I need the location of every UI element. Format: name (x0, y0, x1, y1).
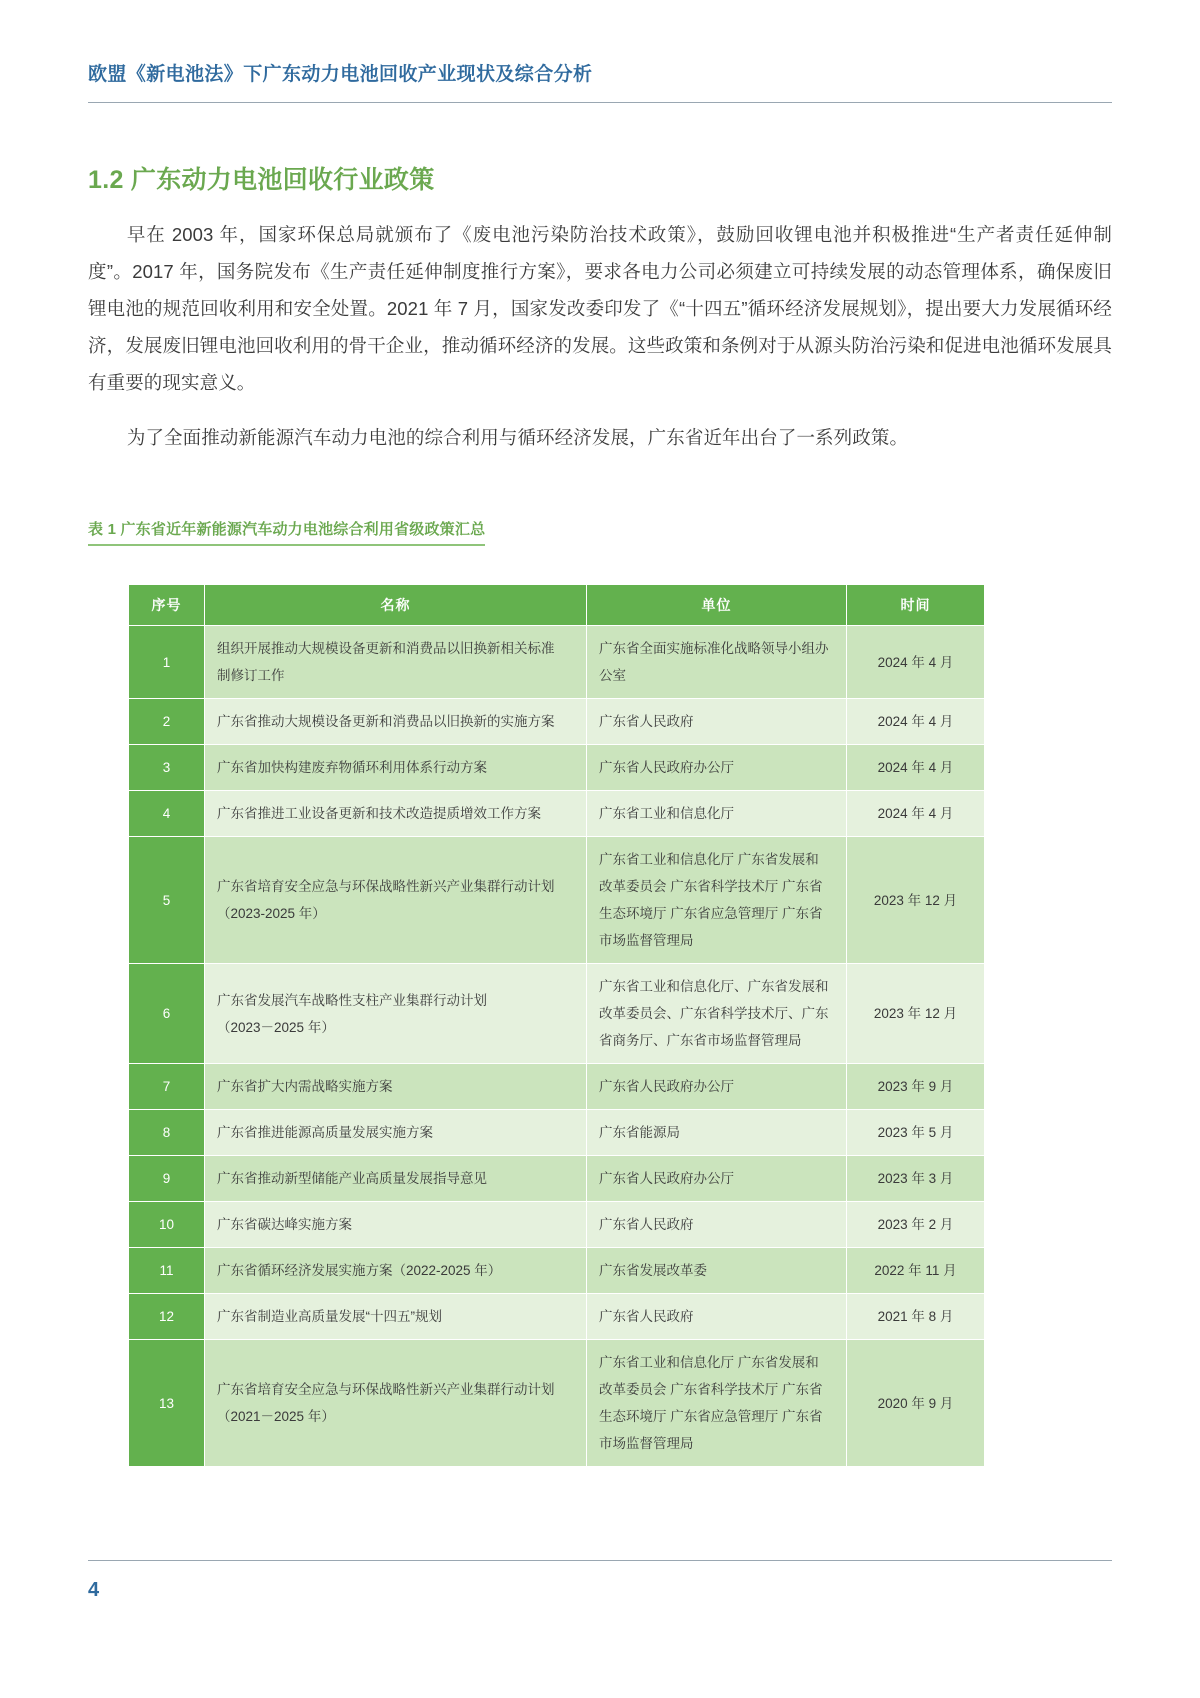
cell-text-line: 改革委员会 广东省科学技术厅 广东省 (599, 1382, 823, 1398)
table-row (129, 1294, 985, 1340)
cell-issuing-unit (587, 745, 847, 791)
cell-text-line: 广东省培育安全应急与环保战略性新兴产业集群行动计划 (217, 879, 555, 895)
cell-policy-name (205, 837, 587, 964)
cell-index: 8 (129, 1110, 205, 1156)
cell-policy-name (205, 1294, 587, 1340)
table-row (129, 699, 985, 745)
cell-date: 2020 年 9 月 (847, 1340, 985, 1467)
cell-text-line: （2023-2025 年） (217, 906, 326, 922)
cell-policy-name (205, 1340, 587, 1467)
cell-index: 7 (129, 1064, 205, 1110)
column-header-name: 名称 (205, 585, 587, 626)
cell-date: 2023 年 12 月 (847, 837, 985, 964)
cell-index: 10 (129, 1202, 205, 1248)
page-number: 4 (88, 1579, 100, 1601)
cell-text-line: 广东省人民政府办公厅 (599, 760, 734, 776)
cell-issuing-unit (587, 1294, 847, 1340)
cell-policy-name (205, 1110, 587, 1156)
cell-date: 2023 年 3 月 (847, 1156, 985, 1202)
table-row (129, 626, 985, 699)
cell-date: 2024 年 4 月 (847, 791, 985, 837)
cell-text-line: 广东省人民政府 (599, 1309, 694, 1325)
cell-index: 12 (129, 1294, 205, 1340)
cell-text-line: 省商务厅、广东省市场监督管理局 (599, 1033, 802, 1049)
policy-table (128, 584, 985, 1467)
cell-text-line: 广东省培育安全应急与环保战略性新兴产业集群行动计划 (217, 1382, 555, 1398)
cell-text-line: 广东省循环经济发展实施方案（2022-2025 年） (217, 1263, 502, 1279)
cell-issuing-unit (587, 1248, 847, 1294)
cell-date: 2022 年 11 月 (847, 1248, 985, 1294)
table-row (129, 1340, 985, 1467)
cell-text-line: 公室 (599, 668, 626, 684)
cell-date: 2024 年 4 月 (847, 626, 985, 699)
cell-text-line: 广东省扩大内需战略实施方案 (217, 1079, 393, 1095)
cell-issuing-unit (587, 699, 847, 745)
table-row (129, 791, 985, 837)
cell-text-line: 广东省加快构建废弃物循环利用体系行动方案 (217, 760, 487, 776)
cell-text-line: 广东省制造业高质量发展“十四五”规划 (217, 1309, 442, 1325)
cell-policy-name (205, 1202, 587, 1248)
cell-text-line: 广东省推动新型储能产业高质量发展指导意见 (217, 1171, 487, 1187)
cell-index: 13 (129, 1340, 205, 1467)
cell-policy-name (205, 745, 587, 791)
cell-text-line: 广东省能源局 (599, 1125, 680, 1141)
table-row (129, 1202, 985, 1248)
cell-index: 5 (129, 837, 205, 964)
table-row (129, 1248, 985, 1294)
policy-table-container (88, 584, 1112, 1467)
footer-divider (88, 1560, 1112, 1561)
cell-text-line: 市场监督管理局 (599, 1436, 694, 1452)
table-row (129, 1110, 985, 1156)
table-row (129, 745, 985, 791)
cell-text-line: 生态环境厅 广东省应急管理厅 广东省 (599, 1409, 823, 1425)
column-header-time: 时间 (847, 585, 985, 626)
table-caption: 表 1 广东省近年新能源汽车动力电池综合利用省级政策汇总 (88, 518, 485, 546)
header-divider (88, 102, 1112, 103)
cell-text-line: 广东省工业和信息化厅 (599, 806, 734, 822)
cell-date: 2021 年 8 月 (847, 1294, 985, 1340)
cell-text-line: 广东省人民政府 (599, 714, 694, 730)
table-row (129, 964, 985, 1064)
cell-index: 4 (129, 791, 205, 837)
cell-text-line: 广东省人民政府 (599, 1217, 694, 1233)
body-paragraph-1: 早在 2003 年，国家环保总局就颁布了《废电池污染防治技术政策》，鼓励回收锂电池并积极推进“生产者责任延伸制度”。2017 年，国务院发布《生产责任延伸制度推行方案》，要求各电力公司必须建立可持续发展的动态管理体系，确保废旧锂电池的规范回收利用和安全处置。2021 年 7 月，国家发改委印发了《“十四五”循环经济发展规划》，提出要大力发展循环经济，发展废旧锂电池回收利用的骨干企业，推动循环经济的发展。这些政策和条例对于从源头防治污染和促进电池循环发展具有重要的现实意义。 (88, 223, 1112, 393)
cell-text-line: 广东省工业和信息化厅 广东省发展和 (599, 1355, 819, 1371)
cell-text-line: 广东省推进工业设备更新和技术改造提质增效工作方案 (217, 806, 541, 822)
cell-issuing-unit (587, 791, 847, 837)
table-row (129, 837, 985, 964)
cell-date: 2023 年 9 月 (847, 1064, 985, 1110)
cell-text-line: 广东省工业和信息化厅、广东省发展和 (599, 979, 829, 995)
column-header-no: 序号 (129, 585, 205, 626)
cell-text-line: 改革委员会、广东省科学技术厅、广东 (599, 1006, 829, 1022)
cell-issuing-unit (587, 626, 847, 699)
cell-policy-name (205, 699, 587, 745)
cell-text-line: 广东省工业和信息化厅 广东省发展和 (599, 852, 819, 868)
cell-text-line: 制修订工作 (217, 668, 285, 684)
cell-text-line: 市场监督管理局 (599, 933, 694, 949)
cell-issuing-unit (587, 1340, 847, 1467)
cell-policy-name (205, 791, 587, 837)
cell-index: 6 (129, 964, 205, 1064)
cell-text-line: （2021－2025 年） (217, 1409, 335, 1425)
document-header (88, 0, 1112, 103)
cell-index: 11 (129, 1248, 205, 1294)
cell-issuing-unit (587, 1064, 847, 1110)
table-row (129, 1156, 985, 1202)
cell-issuing-unit (587, 837, 847, 964)
table-row (129, 1064, 985, 1110)
cell-policy-name (205, 626, 587, 699)
document-footer (88, 1560, 1112, 1602)
cell-text-line: 广东省全面实施标准化战略领导小组办 (599, 641, 829, 657)
cell-issuing-unit (587, 1110, 847, 1156)
cell-index: 2 (129, 699, 205, 745)
cell-issuing-unit (587, 1202, 847, 1248)
cell-date: 2024 年 4 月 (847, 745, 985, 791)
cell-text-line: 广东省推动大规模设备更新和消费品以旧换新的实施方案 (217, 714, 555, 730)
table-header-row (129, 585, 985, 626)
cell-text-line: 改革委员会 广东省科学技术厅 广东省 (599, 879, 823, 895)
cell-text-line: 广东省人民政府办公厅 (599, 1079, 734, 1095)
cell-text-line: 组织开展推动大规模设备更新和消费品以旧换新相关标准 (217, 641, 555, 657)
table-body (129, 626, 985, 1467)
body-paragraph-2: 为了全面推动新能源汽车动力电池的综合利用与循环经济发展，广东省近年出台了一系列政策。 (126, 427, 909, 449)
cell-index: 3 (129, 745, 205, 791)
cell-text-line: 广东省碳达峰实施方案 (217, 1217, 352, 1233)
running-header-title: 欧盟《新电池法》下广东动力电池回收产业现状及综合分析 (88, 64, 593, 85)
table-caption-container (88, 518, 1112, 546)
cell-text-line: 广东省人民政府办公厅 (599, 1171, 734, 1187)
column-header-unit: 单位 (587, 585, 847, 626)
cell-date: 2023 年 12 月 (847, 964, 985, 1064)
cell-date: 2023 年 2 月 (847, 1202, 985, 1248)
cell-text-line: 广东省发展改革委 (599, 1263, 707, 1279)
cell-text-line: （2023－2025 年） (217, 1019, 335, 1035)
cell-policy-name (205, 1248, 587, 1294)
cell-policy-name (205, 1064, 587, 1110)
cell-policy-name (205, 1156, 587, 1202)
cell-issuing-unit (587, 964, 847, 1064)
cell-index: 1 (129, 626, 205, 699)
cell-date: 2023 年 5 月 (847, 1110, 985, 1156)
cell-policy-name (205, 964, 587, 1064)
section-heading: 1.2 广东动力电池回收行业政策 (88, 165, 435, 194)
cell-date: 2024 年 4 月 (847, 699, 985, 745)
cell-text-line: 广东省推进能源高质量发展实施方案 (217, 1125, 433, 1141)
cell-text-line: 生态环境厅 广东省应急管理厅 广东省 (599, 906, 823, 922)
cell-text-line: 广东省发展汽车战略性支柱产业集群行动计划 (217, 992, 487, 1008)
cell-index: 9 (129, 1156, 205, 1202)
cell-issuing-unit (587, 1156, 847, 1202)
